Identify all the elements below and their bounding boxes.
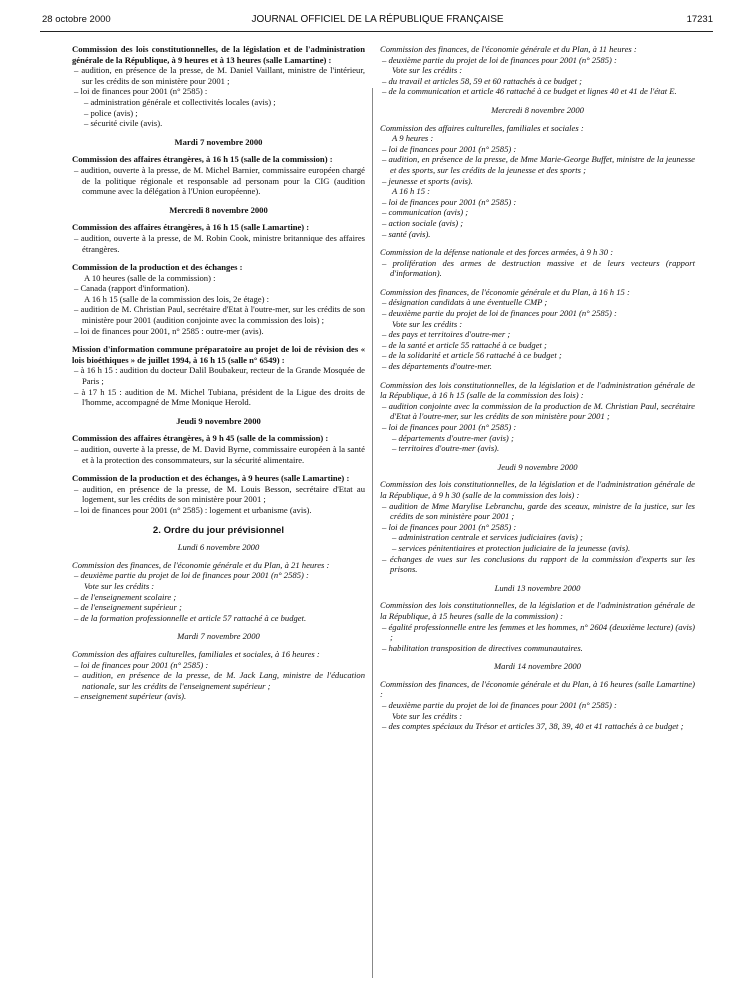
date-heading: Lundi 6 novembre 2000 [177, 542, 260, 553]
agenda-block [72, 222, 365, 254]
date-heading: Mardi 7 novembre 2000 [174, 136, 263, 147]
agenda-item: – loi de finances pour 2001 (n° 2585) : logement et urbanisme (avis). [74, 504, 312, 515]
block-heading: Commission des lois constitutionnelles, de la législation et de l'administration générale de la République, à 15 heures (salle de la commission) : [380, 600, 695, 621]
agenda-block [380, 123, 695, 240]
agenda-item: – de l'enseignement scolaire ; [74, 591, 177, 602]
agenda-item: – égalité professionnelle entre les femmes et les hommes, n° 2604 (deuxième lecture) (avis) ; [382, 621, 695, 643]
block-heading: Commission de la défense nationale et des forces armées, à 9 h 30 : [380, 247, 614, 258]
time-heading: A 16 h 15 : [392, 186, 431, 197]
agenda-subitem: – administration générale et collectivités locales (avis) ; [84, 96, 276, 107]
date-heading: Jeudi 9 novembre 2000 [176, 415, 261, 426]
vote-heading: Vote sur les crédits : [84, 580, 155, 591]
vote-heading: Vote sur les crédits : [392, 65, 463, 76]
header-date: 28 octobre 2000 [42, 14, 111, 25]
agenda-item: – deuxième partie du projet de loi de finances pour 2001 (n° 2585) : [382, 54, 617, 65]
block-heading: Commission des affaires étrangères, à 16 h 15 (salle de la commission) : [72, 154, 333, 165]
agenda-block [72, 344, 365, 408]
agenda-subitem: – services pénitentiaires et protection judiciaire de la jeunesse (avis). [392, 542, 631, 553]
agenda-item: – audition, en présence de la presse, de M. Jack Lang, ministre de l'éducation nationale, sur les crédits de l'enseignement supérieur ; [74, 670, 365, 691]
agenda-subitem: – police (avis) ; [84, 107, 138, 118]
block-heading: Mission d'information commune préparatoire au projet de loi de révision des « lois bioéthiques » de juillet 1994, à 16 h 15 (salle n° 6549) : [72, 344, 365, 365]
agenda-item: – audition, ouverte à la presse, de M. Robin Cook, ministre britannique des affaires étrangères. [74, 232, 365, 254]
time-heading: A 16 h 15 (salle de la commission des lois, 2e étage) : [84, 293, 269, 304]
agenda-item: – loi de finances pour 2001 (n° 2585) : [382, 521, 517, 532]
block-heading: Commission des lois constitutionnelles, de la législation et de l'administration générale de la République, à 16 h 15 (salle de la commission des lois) : [380, 379, 695, 401]
agenda-item: – de la santé et article 55 rattaché à ce budget ; [382, 339, 547, 350]
page-header [42, 14, 713, 30]
journal-title: JOURNAL OFFICIEL DE LA RÉPUBLIQUE FRANÇAISE [251, 14, 504, 25]
agenda-item: – audition de M. Christian Paul, secrétaire d'Etat à l'outre-mer, sur les crédits de son ministère pour 2001 (audition conjointe avec la commission des lois) ; [74, 304, 365, 326]
block-heading: Commission de la production et des échanges : [72, 262, 243, 273]
date-heading: Mercredi 8 novembre 2000 [491, 104, 584, 115]
agenda-block [380, 479, 695, 574]
agenda-item: – de la solidarité et article 56 rattaché à ce budget ; [382, 350, 562, 361]
agenda-item: – du travail et articles 58, 59 et 60 rattachés à ce budget ; [382, 75, 583, 86]
block-heading: Commission des lois constitutionnelles, de la législation et de l'administration générale de la République, à 9 heures et à 13 heures (salle Lamartine) : [72, 44, 365, 65]
agenda-item: – prolifération des armes de destruction massive et de leurs vecteurs (rapport d'information). [382, 257, 695, 279]
agenda-item: – désignation candidats à une éventuelle CMP ; [382, 297, 548, 308]
agenda-item: – enseignement supérieur (avis). [74, 691, 187, 702]
date-heading: Mardi 14 novembre 2000 [494, 661, 581, 672]
agenda-block [72, 473, 365, 515]
agenda-block [72, 649, 365, 702]
date-heading: Mardi 7 novembre 2000 [177, 631, 260, 642]
agenda-block [380, 287, 695, 372]
section-title: 2. Ordre du jour prévisionnel [152, 524, 285, 536]
agenda-item: – audition, ouverte à la presse, de M. David Byrne, commissaire européen à la santé et à la protection des consommateurs, sur la sécurité alimentaire. [74, 444, 365, 465]
agenda-item: – deuxième partie du projet de loi de finances pour 2001 (n° 2585) : [382, 308, 617, 319]
agenda-item: – des pays et territoires d'outre-mer ; [382, 329, 511, 340]
time-heading: A 9 heures : [392, 133, 434, 144]
left-column [72, 44, 365, 710]
agenda-block [380, 600, 695, 653]
block-heading: Commission des finances, de l'économie générale et du Plan, à 16 h 15 : [380, 286, 630, 297]
agenda-subitem: – administration centrale et services judiciaires (avis) ; [392, 532, 583, 543]
agenda-item: – à 17 h 15 : audition de M. Michel Tubiana, président de la Ligue des droits de l'homme, accompagné de Mme Monique Herold. [74, 386, 365, 408]
agenda-item: – loi de finances pour 2001 (n° 2585) : [74, 86, 208, 97]
agenda-item: – à 16 h 15 : audition du docteur Dalil Boubakeur, recteur de la Grande Mosquée de Paris ; [74, 365, 365, 387]
agenda-item: – audition, en présence de la presse, de M. Louis Besson, secrétaire d'Etat au logement, sur les crédits de son ministère pour 2001 ; [74, 483, 365, 505]
column-separator [372, 88, 373, 978]
agenda-subitem: – territoires d'outre-mer (avis). [392, 443, 500, 454]
agenda-block [380, 679, 695, 732]
page-number: 17231 [686, 14, 713, 25]
header-rule [40, 31, 713, 32]
right-column [380, 44, 695, 740]
agenda-item: – Canada (rapport d'information). [74, 283, 190, 294]
agenda-item: – jeunesse et sports (avis). [382, 175, 473, 186]
agenda-item: – audition de Mme Marylise Lebranchu, garde des sceaux, ministre de la justice, sur les crédits de son ministère pour 2001 ; [382, 500, 695, 522]
block-heading: Commission des affaires culturelles, familiales et sociales, à 16 heures : [72, 648, 320, 659]
block-heading: Commission des lois constitutionnelles, de la législation et de l'administration générale de la République, à 9 h 30 (salle de la commission des lois) : [380, 479, 695, 500]
agenda-item: – santé (avis). [382, 228, 431, 239]
block-heading: Commission des affaires culturelles, familiales et sociales : [380, 122, 584, 133]
agenda-item: – de la communication et article 46 rattaché à ce budget et lignes 40 et 41 de l'état E. [382, 86, 677, 97]
agenda-block [380, 247, 695, 279]
agenda-item: – de l'enseignement supérieur ; [74, 602, 182, 613]
agenda-item: – loi de finances pour 2001, n° 2585 : outre-mer (avis). [74, 325, 264, 336]
agenda-block [72, 433, 365, 465]
agenda-item: – audition, en présence de la presse, de M. Daniel Vaillant, ministre de l'intérieur, sur les crédits de son ministère pour 2001 ; [74, 65, 365, 86]
agenda-item: – des départements d'outre-mer. [382, 361, 492, 372]
block-heading: Commission des finances, de l'économie générale et du Plan, à 21 heures : [72, 559, 330, 570]
agenda-block [72, 44, 365, 129]
agenda-block [72, 154, 365, 196]
agenda-item: – de la formation professionnelle et article 57 rattaché à ce budget. [74, 612, 307, 623]
date-heading: Lundi 13 novembre 2000 [494, 582, 581, 593]
block-heading: Commission des finances, de l'économie générale et du Plan, à 11 heures : [380, 44, 637, 54]
block-heading: Commission des affaires étrangères, à 16 h 15 (salle Lamartine) : [72, 222, 310, 233]
agenda-subitem: – départements d'outre-mer (avis) ; [392, 432, 514, 443]
time-heading: A 10 heures (salle de la commission) : [84, 272, 216, 283]
agenda-item: – loi de finances pour 2001 (n° 2585) : [382, 422, 517, 432]
vote-heading: Vote sur les crédits : [392, 710, 463, 721]
date-heading: Jeudi 9 novembre 2000 [497, 461, 578, 472]
agenda-subitem: – sécurité civile (avis). [84, 118, 163, 129]
vote-heading: Vote sur les crédits : [392, 318, 463, 329]
agenda-item: – deuxième partie du projet de loi de finances pour 2001 (n° 2585) : [382, 700, 617, 711]
agenda-item: – loi de finances pour 2001 (n° 2585) : [74, 659, 209, 670]
agenda-item: – audition, ouverte à la presse, de M. Michel Barnier, commissaire européen chargé de la politique régionale et responsable ad personam pour la CIG (audition commune avec la délégation à l'Union européenne). [74, 164, 365, 197]
date-heading: Mercredi 8 novembre 2000 [169, 204, 268, 215]
agenda-item: – loi de finances pour 2001 (n° 2585) : [382, 143, 517, 154]
agenda-item: – habilitation transposition de directives communautaires. [382, 642, 583, 653]
block-heading: Commission des affaires étrangères, à 9 h 45 (salle de la commission) : [72, 433, 329, 444]
agenda-block [72, 560, 365, 624]
block-heading: Commission de la production et des échanges, à 9 heures (salle Lamartine) : [72, 473, 350, 484]
agenda-item: – audition conjointe avec la commission de la production de M. Christian Paul, secrétaire d'Etat à l'outre-mer, sur les crédits de son ministère pour 2001 ; [382, 400, 695, 422]
block-heading: Commission des finances, de l'économie générale et du Plan, à 16 heures (salle Lamartine) : [380, 678, 695, 700]
agenda-item: – deuxième partie du projet de loi de finances pour 2001 (n° 2585) : [74, 570, 309, 581]
agenda-item: – des comptes spéciaux du Trésor et articles 37, 38, 39, 40 et 41 rattachés à ce budget ; [382, 721, 684, 732]
agenda-item: – action sociale (avis) ; [382, 217, 464, 228]
agenda-item: – loi de finances pour 2001 (n° 2585) : [382, 196, 517, 207]
agenda-item: – communication (avis) ; [382, 207, 469, 218]
agenda-block [72, 262, 365, 336]
agenda-item: – audition, en présence de la presse, de Mme Marie-George Buffet, ministre de la jeunesse et des sports, sur les crédits de la jeunesse et des sports ; [382, 154, 695, 175]
agenda-block [380, 44, 695, 97]
agenda-item: – échanges de vues sur les conclusions du rapport de la commission d'experts sur les prisons. [382, 553, 695, 575]
agenda-block [380, 380, 695, 454]
